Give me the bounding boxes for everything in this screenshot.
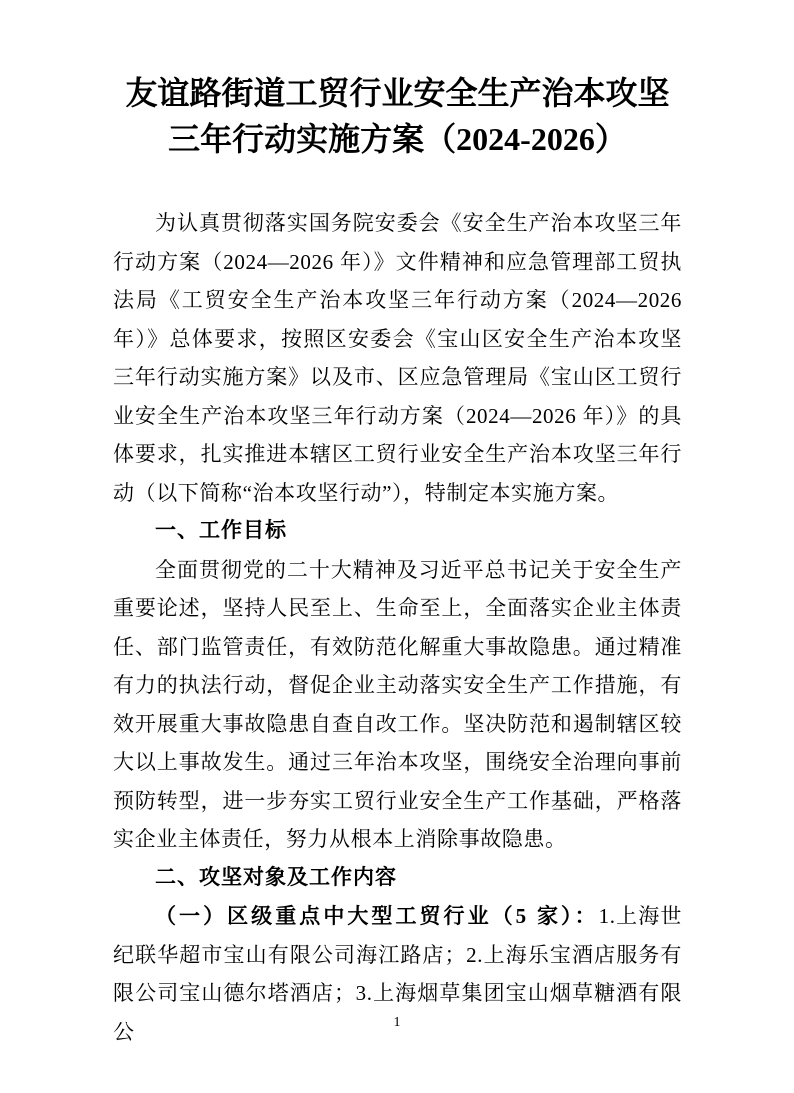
- section-2-item-1-lead: （一）区级重点中大型工贸行业（5 家）：: [155, 904, 599, 928]
- section-2-item-1-body: 1.上海世纪联华超市宝山有限公司海江路店；2.上海乐宝酒店服务有限公司宝山德尔塔酒店；3.上海烟草集团宝山烟草糖酒有限公: [113, 904, 683, 1044]
- page-number: 1: [393, 1015, 401, 1030]
- document-title: [113, 70, 682, 162]
- document-title-line-2: 三年行动实施方案（2024-2026）: [168, 121, 627, 157]
- section-1-paragraph: 全面贯彻党的二十大精神及习近平总书记关于安全生产重要论述，坚持人民至上、生命至上，全面落实企业主体责任、部门监管责任，有效防范化解重大事故隐患。通过精准有力的执法行动，督促企业主动落实安全生产工作措施，有效开展重大事故隐患自查自改工作。坚决防范和遏制辖区较大以上事故发生。通过三年治本攻坚，围绕安全治理向事前预防转型，进一步夯实工贸行业安全生产工作基础，严格落实企业主体责任，努力从根本上消除事故隐患。: [113, 557, 682, 851]
- section-2-heading: 二、攻坚对象及工作内容: [155, 865, 397, 889]
- section-1-heading: 一、工作目标: [155, 519, 287, 542]
- document-title-line-1: 友谊路街道工贸行业安全生产治本攻坚: [125, 75, 670, 111]
- intro-paragraph: 为认真贯彻落实国务院安委会《安全生产治本攻坚三年行动方案（2024—2026 年）》文件精神和应急管理部工贸执法局《工贸安全生产治本攻坚三年行动方案（2024—2026 年）》总体要求，按照区安委会《宝山区安全生产治本攻坚三年行动实施方案》以及市、区应急管理局《宝山区工贸行业安全生产治本攻坚三年行动方案（2024—2026 年）》的具体要求，扎实推进本辖区工贸行业安全生产治本攻坚三年行动（以下简称“治本攻坚行动”），特制定本实施方案。: [113, 211, 682, 505]
